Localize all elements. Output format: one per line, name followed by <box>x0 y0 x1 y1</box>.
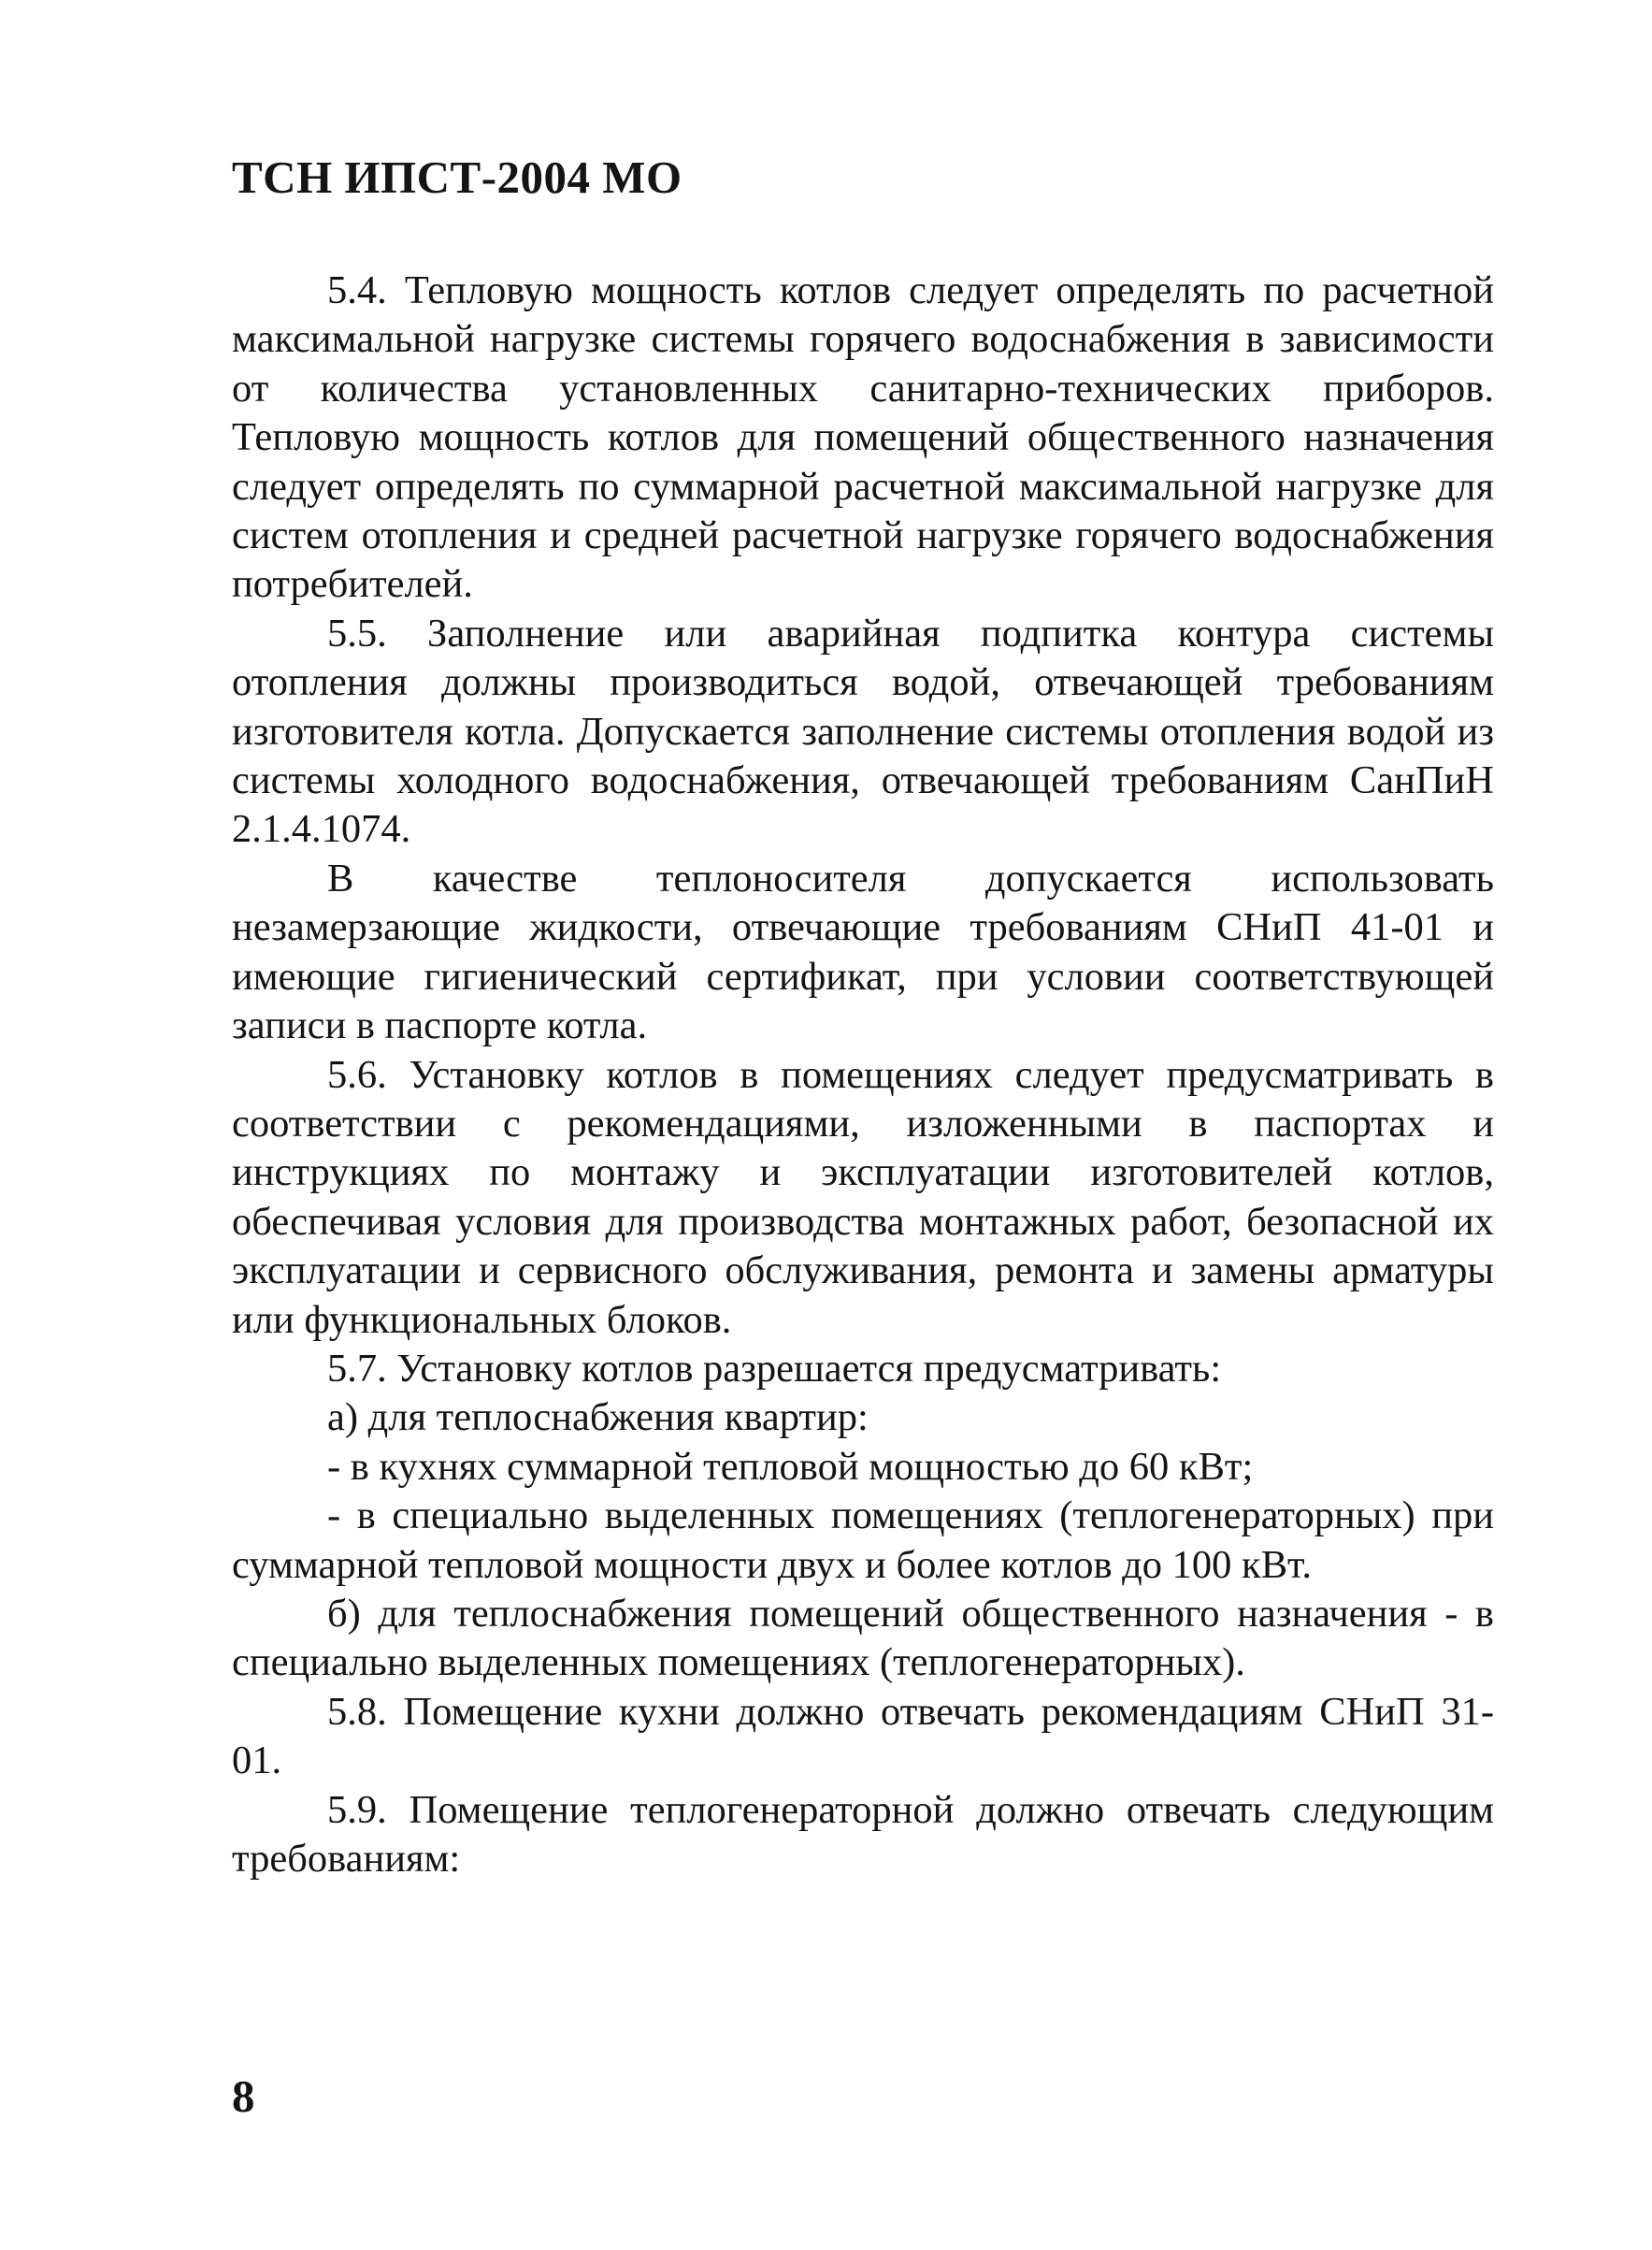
list-item-b: б) для теплоснабжения помещений общественного назначения - в специально выделенных помещениях (теплогенераторных). <box>232 1591 1494 1685</box>
list-item-special-rooms: - в специально выделенных помещениях (теплогенераторных) при суммарной тепловой мощности двух и более котлов до 100 кВт. <box>232 1493 1494 1587</box>
paragraph-5-8: 5.8. Помещение кухни должно отвечать рекомендациям СНиП 31-01. <box>232 1689 1494 1783</box>
paragraph-5-5: 5.5. Заполнение или аварийная подпитка контура системы отопления должны производиться водой, отвечающей требованиям изготовителя котла. Допускается заполнение системы отопления водой из системы холодного водоснабжения, отвечающей требованиям СанПиН 2.1.4.1074. <box>232 611 1494 852</box>
paragraph-5-7: 5.7. Установку котлов разрешается предусматривать: <box>327 1346 1222 1391</box>
document-body <box>232 267 1494 1883</box>
paragraph-5-6: 5.6. Установку котлов в помещениях следует предусматривать в соответствии с рекомендациями, изложенными в паспортах и инструкциях по монтажу и эксплуатации изготовителей котлов, обеспечивая условия для производства монтажных работ, безопасной их эксплуатации и сервисного обслуживания, ремонта и замены арматуры или функциональных блоков. <box>232 1052 1494 1342</box>
paragraph-5-9: 5.9. Помещение теплогенераторной должно отвечать следующим требованиям: <box>232 1787 1494 1881</box>
list-item-kitchens: - в кухнях суммарной тепловой мощностью до 60 кВт; <box>327 1444 1254 1489</box>
page-number: 8 <box>232 2070 255 2122</box>
paragraph-5-4: 5.4. Тепловую мощность котлов следует определять по расчетной максимальной нагрузке системы горячего водоснабжения в зависимости от количества установленных санитарно-технических приборов. Тепловую мощность котлов для помещений общественного назначения следует определять по суммарной расчетной максимальной нагрузке для систем отопления и средней расчетной нагрузке горячего водоснабжения потребителей. <box>232 268 1494 607</box>
list-item-a: а) для теплоснабжения квартир: <box>327 1395 869 1440</box>
document-header: ТСН ИПСТ-2004 МО <box>232 151 682 203</box>
paragraph-coolant: В качестве теплоносителя допускается использовать незамерзающие жидкости, отвечающие требованиям СНиП 41-01 и имеющие гигиенический сертификат, при условии соответствующей записи в паспорте котла. <box>232 856 1494 1048</box>
